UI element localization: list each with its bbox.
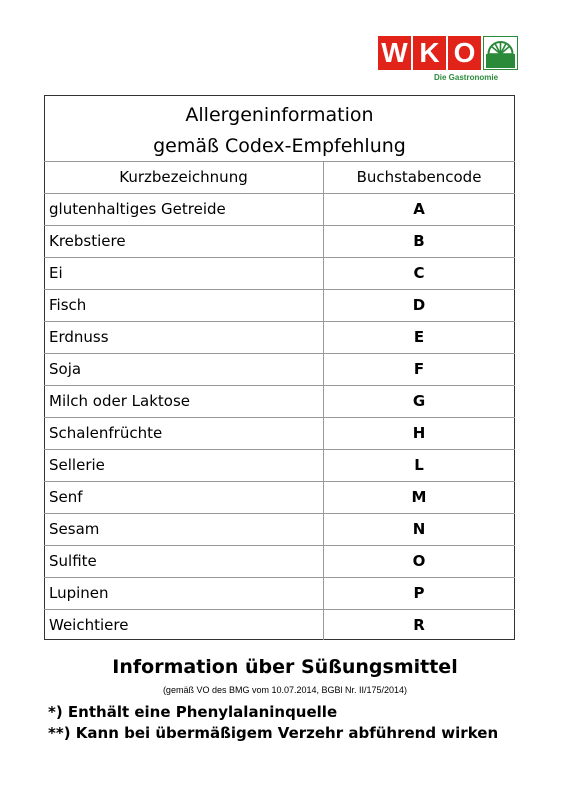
table-row [44,321,515,353]
sweetener-legal-reference: (gemäß VO des BMG vom 10.07.2014, BGBl Nr. II/175/2014) [162,685,408,695]
column-header-buchstabencode: Buchstabencode [356,168,482,186]
allergen-code: A [413,200,425,218]
allergen-code: C [413,264,425,282]
allergen-code: G [412,392,426,410]
allergen-name: Schalenfrüchte [49,424,163,442]
sweetener-note-laxative: **) Kann bei übermäßigem Verzehr abführend wirken [48,724,499,742]
allergen-name: Weichtiere [49,616,129,634]
table-row [44,193,515,225]
sweetener-heading: Information über Süßungsmittel [112,656,458,678]
allergen-code: L [414,456,424,474]
logo-subtitle: Die Gastronomie [434,73,499,82]
allergen-code: R [413,616,425,634]
logo-letter-k: K [413,36,446,70]
allergen-name: Krebstiere [49,232,126,250]
allergen-code: D [412,296,426,314]
table-row [44,417,515,449]
table-row [44,609,515,641]
logo-letter-o: O [448,36,481,70]
table-row [44,513,515,545]
allergen-name: Lupinen [49,584,109,602]
column-header-kurzbezeichnung: Kurzbezeichnung [119,168,248,186]
table-row [44,449,515,481]
allergen-name: Milch oder Laktose [49,392,190,410]
sweetener-note-phenylalanine: *) Enthält eine Phenylalaninquelle [48,703,338,721]
table-title [45,100,514,162]
allergen-name: Ei [49,264,63,282]
allergen-code: O [412,552,426,570]
allergen-code: P [413,584,425,602]
allergen-code: F [413,360,425,378]
allergen-name: Soja [49,360,82,378]
table-title-line2: gemäß Codex-Empfehlung [153,135,406,157]
allergen-name: Fisch [49,296,87,314]
allergen-name: Sesam [49,520,100,538]
allergen-name: Sulfite [49,552,97,570]
allergen-name: Erdnuss [49,328,109,346]
allergen-name: glutenhaltiges Getreide [49,200,226,218]
gastronomie-emblem-icon [483,36,518,70]
allergen-code: N [412,520,426,538]
table-row [44,289,515,321]
allergen-code: B [413,232,425,250]
allergen-name: Senf [49,488,83,506]
allergen-code: E [413,328,425,346]
wko-logo [378,36,518,84]
table-row [44,257,515,289]
table-title-line1: Allergeninformation [185,104,374,126]
table-row [44,353,515,385]
table-row [44,385,515,417]
table-row [44,481,515,513]
allergen-code: H [412,424,426,442]
table-row [44,225,515,257]
table-row [44,577,515,609]
logo-letter-w: W [378,36,411,70]
allergen-name: Sellerie [49,456,105,474]
allergen-code: M [411,488,427,506]
table-row [44,545,515,577]
